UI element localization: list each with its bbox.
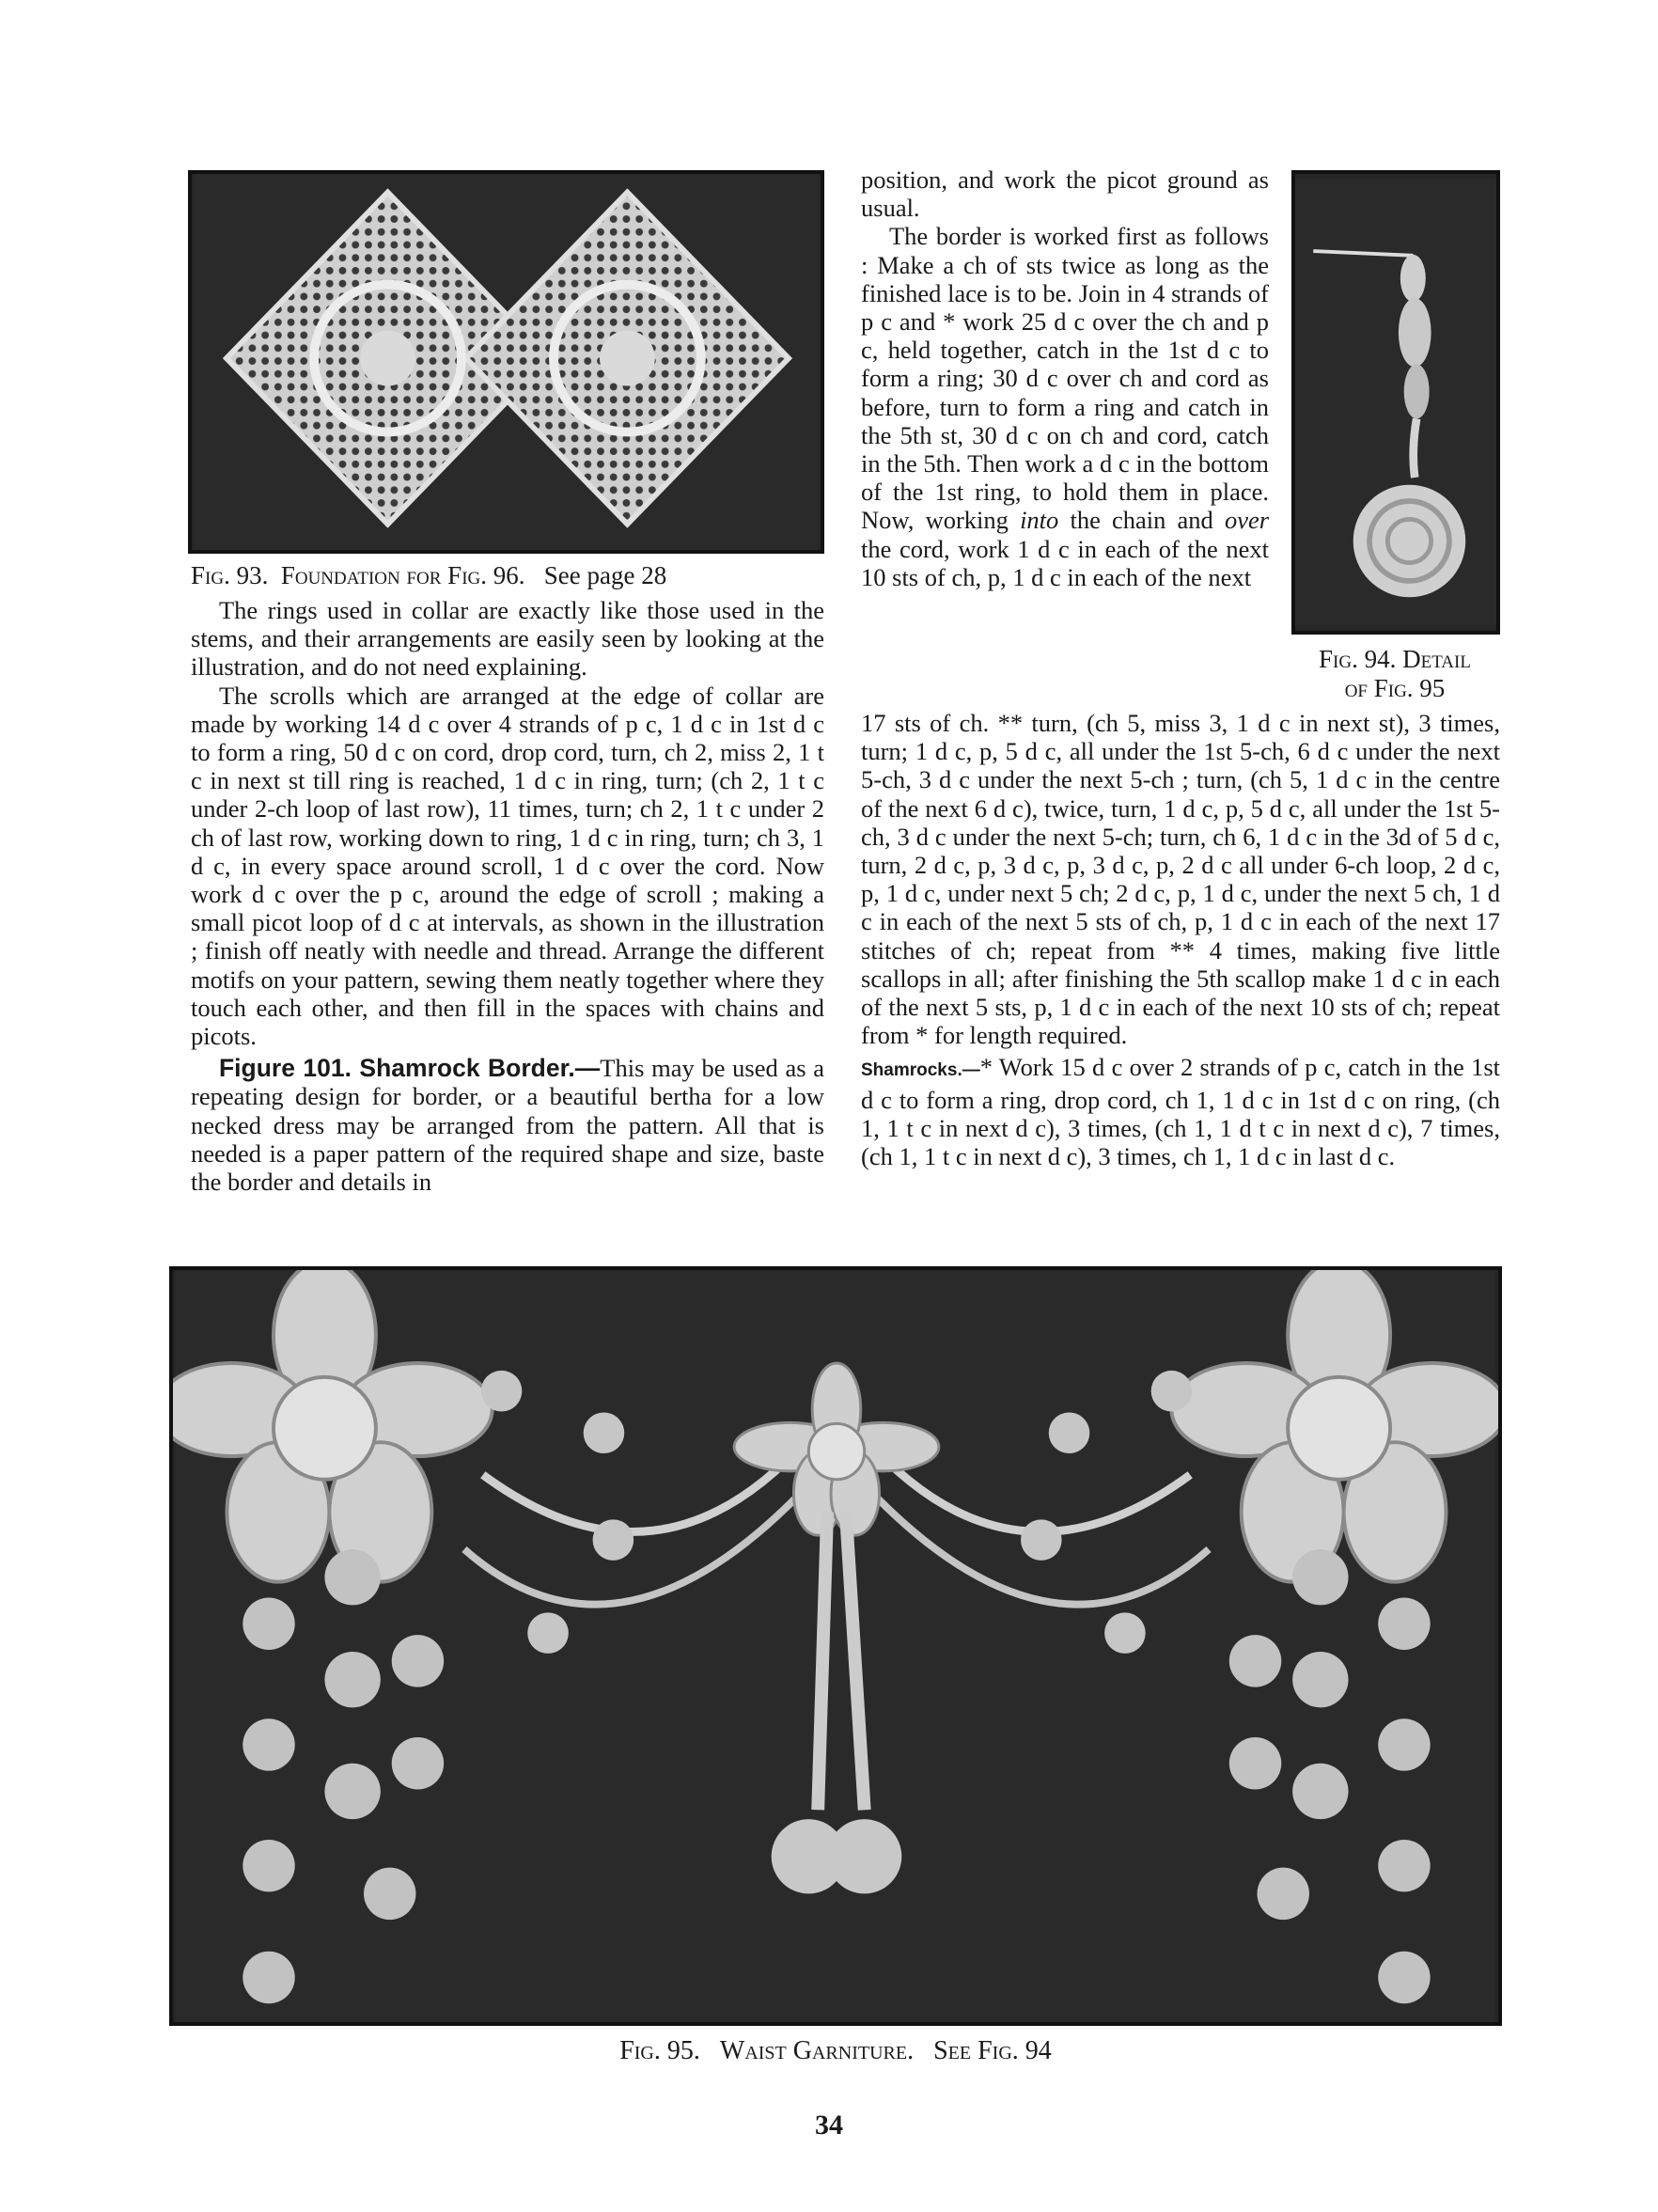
fig-95-photo — [169, 1266, 1502, 2026]
waist-garniture-illustration — [173, 1270, 1498, 2022]
fig-95-label: Fig. 95. — [619, 2036, 700, 2065]
fig-94-caption — [1284, 645, 1506, 703]
fig-95-title: Waist Garniture. — [719, 2036, 915, 2065]
border-text-end: the cord, work 1 d c in each of the next 10 sts of ch, p, 1 d c in each of the next — [861, 534, 1269, 591]
position-paragraph: position, and work the picot ground as usual. — [861, 165, 1269, 223]
fig-94-caption-line1: Fig. 94. Detail — [1319, 645, 1471, 673]
lace-medallions-illustration — [192, 174, 821, 550]
fig-94-caption-line2: of Fig. 95 — [1344, 674, 1446, 702]
scrolls-paragraph: The scrolls which are arranged at the edge of collar are made by working 14 d c over 4 strands of p c, 1 d c in 1st d c to form a ring, 50 d c on cord, drop cord, turn, ch 2, miss 2, 1 t c in next st till ring is reached, 1 d c in ring, turn; (ch 2, 1 t c under 2-ch loop of last row), 11 times, turn; ch 2, 1 t c under 2 ch of last row, working down to ring, 1 d c in ring, turn; ch 3, 1 d c, in every space around scroll, 1 d c over the cord. Now work d c over the p c, around the edge of scroll ; making a small picot loop of d c at intervals, as shown in the illustration ; finish off neatly with needle and thread. Arrange the different motifs on your pattern, sewing them neatly together where they touch each other, and then fill in the spaces with chains and picots. — [191, 681, 824, 1051]
shamrock-border-heading: Figure 101. Shamrock Border.— — [219, 1054, 601, 1083]
shamrocks-paragraph — [861, 1053, 1500, 1170]
fig-93-label: Fig. 93. — [191, 561, 269, 589]
scallop-paragraph: 17 sts of ch. ** turn, (ch 5, miss 3, 1 d c in next st), 3 times, turn; 1 d c, p, 5 d c, all under the 1st 5-ch, 6 d c under the next 5-ch, 3 d c under the next 5-ch ; turn, (ch 5, 1 d c in the centre of the next 6 d c), twice, turn, 1 d c, p, 5 d c, all under the 1st 5-ch, 3 d c under the next 5-ch; turn, ch 6, 1 d c in the 3d of 5 d c, turn, 2 d c, p, 3 d c, p, 3 d c, p, 2 d c all under 6-ch loop, 2 d c, p, 1 d c, under next 5 ch; 2 d c, p, 1 d c, under the next 5 ch, 1 d c in each of the next 5 sts of ch, p, 1 d c in each of the next 17 stitches of ch; repeat from ** 4 times, making five little scallops in all; after finishing the 5th scallop make 1 d c in each of the next 5 sts, p, 1 d c in each of the next 10 sts of ch; repeat from * for length required. — [861, 709, 1500, 1050]
shamrocks-text: * Work 15 d c over 2 strands of p c, catch in the 1st d c to form a ring, drop cord, ch 1, 1 d c in 1st d c on ring, (ch 1, 1 t c in next d c), 3 times, (ch 1, 1 d t c in next d c), 7 times, (ch 1, 1 t c in next d c), 3 times, ch 1, 1 d c in last d c. — [861, 1053, 1500, 1171]
right-column-top — [861, 165, 1269, 591]
garniture-ball-detail — [1295, 174, 1496, 631]
right-column-bottom — [861, 709, 1500, 1170]
border-paragraph — [861, 222, 1269, 591]
border-text-start: The border is worked first as follows : Make a ch of sts twice as long as the finished lace is to be. Join in 4 strands of p c and * work 25 d c over the ch and p c, held together, catch in the 1st d c to form a ring; 30 d c over ch and cord as before, turn to form a ring and catch in the 5th st, 30 d c on ch and cord, catch in the 5th. Then work a d c in the bottom of the 1st ring, to hold them in place. Now, working — [861, 222, 1269, 535]
fig-93-caption — [191, 560, 666, 590]
fig-93-title: Foundation for Fig. 96. — [280, 561, 525, 589]
border-text-mid: the chain and — [1070, 506, 1213, 535]
border-italic-over: over — [1224, 506, 1270, 535]
collar-rings-paragraph: The rings used in collar are exactly like those used in the stems, and their arrangements are easily seen by looking at the illustration, and do not need explaining. — [191, 596, 824, 682]
shamrock-border-paragraph — [191, 1054, 824, 1196]
fig-93-ref: See page 28 — [543, 561, 667, 589]
fig-94-photo — [1291, 170, 1500, 635]
fig-93-photo — [188, 170, 824, 554]
fig-95-ref: See Fig. 94 — [933, 2036, 1052, 2065]
left-column — [191, 596, 824, 1196]
page-number: 34 — [815, 2110, 843, 2141]
shamrocks-heading: Shamrocks.— — [861, 1060, 980, 1081]
fig-95-caption — [169, 2036, 1502, 2066]
shamrock-border-text: This may be used as a repeating design for border, or a beautiful bertha for a low necked dress may be arranged from the pattern. All that is needed is a paper pattern of the required shape and size, baste the border and details in — [191, 1054, 824, 1197]
border-italic-into: into — [1020, 506, 1059, 535]
